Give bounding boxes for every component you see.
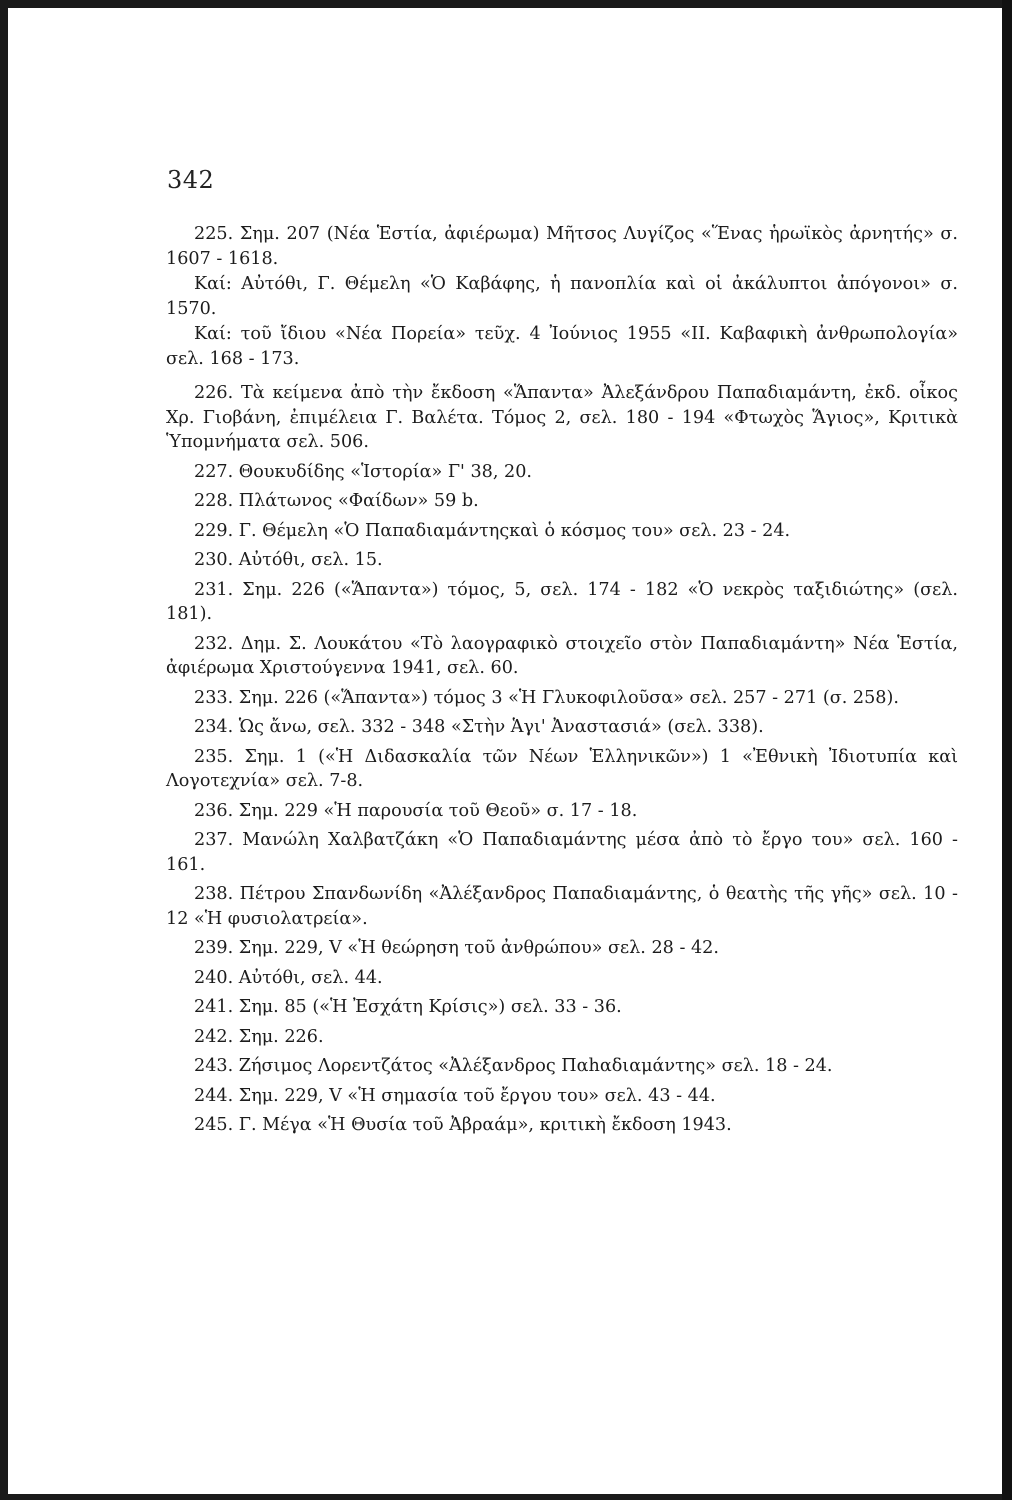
note-243: 243. Ζήσιμος Λορεντζάτος «Ἀλέξανδρος Παhαδιαμάντης» σελ. 18 - 24. <box>194 1056 833 1076</box>
note-241: 241. Σημ. 85 («Ἡ Ἐσχάτη Κρίσις») σελ. 33 - 36. <box>194 997 622 1017</box>
note-245: 245. Γ. Μέγα «Ἡ Θυσία τοῦ Ἀβραάμ», κριτικὴ ἔκδοση 1943. <box>194 1115 732 1135</box>
note-230: 230. Αὐτόθι, σελ. 15. <box>194 550 383 570</box>
note-233: 233. Σημ. 226 («Ἅπαντα») τόμος 3 «Ἡ Γλυκοφιλοῦσα» σελ. 257 - 271 (σ. 258). <box>194 687 899 708</box>
note-225-cont-2: Καί: τοῦ ἴδιου «Νέα Πορεία» τεῦχ. 4 Ἰούνιος 1955 «ΙΙ. Καβαφικὴ ἀνθρωπολογία» σελ. 168 - 173. <box>166 324 958 369</box>
note-234: 234. Ὡς ἄνω, σελ. 332 - 348 «Στὴν Ἁγι' Ἀναστασιά» (σελ. 338). <box>194 717 764 737</box>
note-239: 239. Σημ. 229, V «Ἡ θεώρηση τοῦ ἀνθρώπου» σελ. 28 - 42. <box>194 938 719 958</box>
book-page <box>8 8 1004 1494</box>
note-238: 238. Πέτρου Σπανδωνίδη «Ἀλέξανδρος Παπαδιαμάντης, ὁ θεατὴς τῆς γῆς» σελ. 10 - 12 «Ἡ φυσιολατρεία». <box>166 884 958 929</box>
endnotes-list <box>166 222 958 1143</box>
note-226: 226. Τὰ κείμενα ἀπὸ τὴν ἔκδοση «Ἅπαντα» Ἀλεξάνδρου Παπαδιαμάντη, ἐκδ. οἶκος Χρ. Γιοβάνη, ἐπιμέλεια Γ. Βαλέτα. Τόμος 2, σελ. 180 - 194 «Φτωχὸς Ἅγιος», Κριτικὰ Ὑπομνήματα σελ. 506. <box>166 383 958 452</box>
note-231: 231. Σημ. 226 («Ἅπαντα») τόμος, 5, σελ. 174 - 182 «Ὁ νεκρὸς ταξιδιώτης» (σελ. 181). <box>166 579 958 624</box>
note-237: 237. Μανώλη Χαλβατζάκη «Ὁ Παπαδιαμάντης μέσα ἀπὸ τὸ ἔργο του» σελ. 160 - 161. <box>166 830 958 875</box>
note-236: 236. Σημ. 229 «Ἡ παρουσία τοῦ Θεοῦ» σ. 17 - 18. <box>194 800 638 821</box>
note-242: 242. Σημ. 226. <box>194 1026 324 1047</box>
note-227: 227. Θουκυδίδης «Ἱστορία» Γ' 38, 20. <box>194 461 533 482</box>
note-240: 240. Αὐτόθι, σελ. 44. <box>194 967 383 988</box>
note-225-cont-1: Καί: Αὐτόθι, Γ. Θέμελη «Ὁ Καβάφης, ἡ πανοπλία καὶ οἱ ἀκάλυπτοι ἀπόγονοι» σ. 1570. <box>166 274 958 319</box>
note-244: 244. Σημ. 229, V «Ἡ σημασία τοῦ ἔργου του» σελ. 43 - 44. <box>194 1085 716 1106</box>
note-228: 228. Πλάτωνος «Φαίδων» 59 b. <box>194 491 479 511</box>
note-229: 229. Γ. Θέμελη «Ὁ Παπαδιαμάντηςκαὶ ὁ κόσμος του» σελ. 23 - 24. <box>194 520 791 541</box>
note-225: 225. Σημ. 207 (Νέα Ἑστία, ἀφιέρωμα) Μῆτσος Λυγίζος «Ἕνας ἡρωϊκὸς ἀρνητής» σ. 1607 - 1618. <box>166 224 958 269</box>
scan-edge-shadow <box>1002 0 1012 1500</box>
note-232: 232. Δημ. Σ. Λουκάτου «Τὸ λαογραφικὸ στοιχεῖο στὸν Παπαδιαμάντη» Νέα Ἑστία, ἀφιέρωμα Χριστούγεννα 1941, σελ. 60. <box>166 633 958 678</box>
note-235: 235. Σημ. 1 («Ἡ Διδασκαλία τῶν Νέων Ἑλληνικῶν») 1 «Ἐθνικὴ Ἰδιοτυπία καὶ Λογοτεχνία» σελ. 7-8. <box>166 746 958 791</box>
page-number: 342 <box>167 166 215 194</box>
